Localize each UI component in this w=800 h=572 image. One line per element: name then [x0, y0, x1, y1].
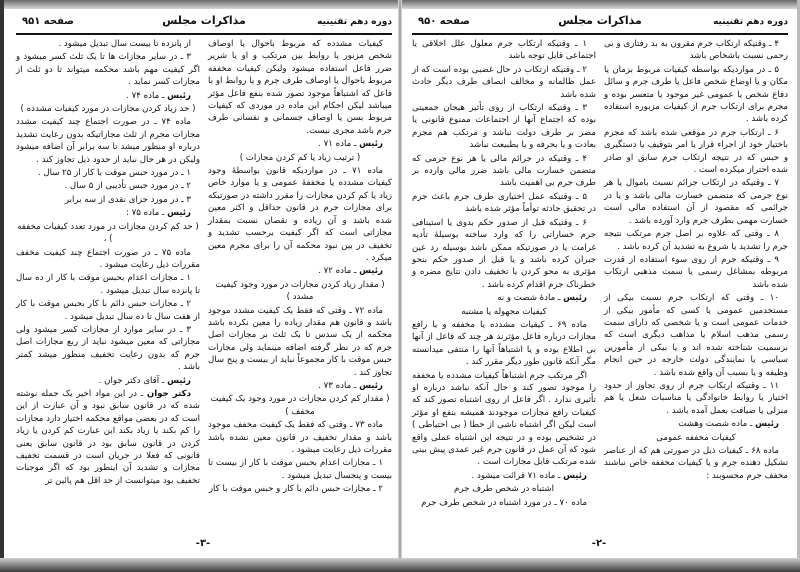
- paragraph: [412, 319, 596, 369]
- speaker-name: رئیس: [167, 90, 191, 101]
- paragraph-text: ۱ ـ وقتیکه ارتکاب جرم معلول علل اخلاقی یا اجتماعی قابل توجه باشد: [412, 39, 596, 62]
- paragraph-text: ۸ ـ وقتی که علاوه بر اصل جرم مرتکب نتیجه جرم را تشدید یا شروع به تشدید آن کرده باشد .: [604, 229, 788, 252]
- paragraph-text: ۱۱ ـ وقتیکه ارتکاب جرم از روی تجاوز از حدود اختیار یا روابط خانوادگی یا مناسبات شغل یا هم منزلی یا ضیافت بعمل آمده باشد .: [604, 380, 788, 416]
- publication-title: مذاکرات مجلس: [162, 14, 246, 27]
- paragraph-text: ۵ ـ در مواردیکه بواسطه کیفیات مربوط بزمان یا مکان و یا اوضاع شخص فاعل یا طرف جرم و سائل دفاع شخص یا عمومی غیر موجود یا متعسر بوده و مجرم برای ارتکاب جرم از کیفیات مزبوره استفاده کرده باشد .: [604, 64, 788, 125]
- paragraph-text: ـ مادهٔ شصت و نه: [497, 293, 564, 304]
- page-number: صفحه ۹۵۱: [22, 16, 74, 27]
- paragraph-text: ـ ماده ۷۱ قرائت میشود .: [471, 470, 564, 481]
- section-heading: [412, 306, 596, 318]
- paragraph-text: ۶ ـ ارتکاب جرم در موقعی شده باشد که مجرم باختیار خود از اجراء قرار یا امر بتوقیف یا دستگیری و حبس که در نتیجه ارتکاب جرم سابق او صادر شده احتراز میکرده است .: [604, 127, 788, 176]
- page-951: [6, 0, 400, 560]
- paragraph: [604, 177, 788, 227]
- paragraph: [208, 38, 392, 137]
- paragraph: [604, 64, 788, 126]
- paragraph-text: ۱ ـ مجازات اعدام بحبس موقت با کار از بیست تا بیست و پنجسال تبدیل میشود .: [208, 458, 392, 481]
- speaker-name: رئیس: [563, 470, 587, 481]
- publication-title: مذاکرات مجلس: [558, 14, 642, 27]
- section-heading: [208, 393, 392, 418]
- paragraph: [412, 497, 596, 509]
- paragraph-text: ـ ماده ۷۵ :: [126, 208, 168, 219]
- paragraph: [604, 228, 788, 253]
- paragraph-text: کیفیات مشدده که مربوط باحوال یا اوصاف شخص مزبور یا روابط بین مرتکب و او یا شریر ضرر فاعل استفاده میشود ولیکن کیفیات مخففه مربوط باحوال یا اوصاف طرف جرم و یا روابط او با فاعل که اشتباهاً موجود تصور شده بنفع فاعل مؤثر میباشد لیکن احکام این ماده در موردی که کیفیات مربوط بسن یا اوصاف جسمانی و نفسانی طرف جرم باشد مجری نیست.: [208, 39, 392, 136]
- header-rule: [16, 33, 392, 35]
- paragraph-text: ـ ماده شصت وهشت: [678, 419, 756, 430]
- paragraph: [16, 298, 200, 323]
- paragraph-text: ۳ ـ در سایر موارد از مجازات کسر میشود ولی مجازاتی که معین میشود نباید از ربع مجازات اصل جرم که بدون رعایت تخفیف منظور میشد کمتر باشد .: [16, 324, 200, 373]
- paragraph-text: ۴ ـ وقتیکه ارتکاب جرم مقرون به بد رفتاری و بی رحمی نسبت باشخاص باشد: [604, 39, 788, 62]
- speaker-name: رئیس: [359, 139, 383, 150]
- paragraph-text: ـ در این مواد اخیر یک جمله نوشته شده که در قانون سابق نبود و آن عبارت از این است که در بعضی مواقع محکمه اختیار دارد مجازات را کم بکند یا زیاد بکند این عبارت کم کردن یا زیاد کردن در قانون سابق بود در قانون سابق یعنی قانونی که فعلا در جریان است در قسمت تخفیف مجازات و تشدید آن اینطور بود که اگر موجبات تخفیف بود میتوانست از حد اقل هم پائین تر: [16, 388, 200, 486]
- paragraph: [604, 380, 788, 417]
- speaker-line: [16, 375, 200, 387]
- page-footer-number: -۲-: [591, 538, 607, 549]
- paragraph: [412, 217, 596, 291]
- paragraph-text: ـ ماده ۷۲ .: [318, 266, 360, 277]
- section-heading: [16, 221, 200, 246]
- paragraph-text: ماده ۶۹ ـ کیفیات مشدده یا مخففه و یا رافع مجازات درباره فاعل مؤثرند هر چند که فاعل از آنها بی اطلاع بوده و یا اشتباهاً آنها را منتفی میدانسته مگر آنکه قانون طور دیگر مقرر کند .: [412, 319, 596, 368]
- paragraph: [16, 116, 200, 166]
- paragraph-text: کیفیات مجهوله یا مشتبه: [461, 306, 547, 317]
- paragraph-text: ۱ ـ مجازات اعدام بحبس موقت با کار از ده سال تا پانزده سال تبدیل میشود .: [16, 273, 200, 296]
- paragraph-text: ۱۰ ـ وقتی که ارتکاب جرم نسبت بیکی از مستخدمین عمومی یا کسی که مأمور بیکی از خدمات عمومی است و یا شخصی که دارای سمت رسمی مذهب اسلام یا مذاهب دیگری است که برسمیت شناخته شده اند و یا بیکی از مأمورین سیاسی یا نمایندگی دولت خارجه در حین انجام وظیفه و یا بسبب آن واقع شده باشد .: [604, 293, 788, 378]
- paragraph: [412, 38, 596, 63]
- section-heading: [16, 103, 200, 115]
- speaker-line: [412, 292, 596, 304]
- paragraph: [16, 247, 200, 272]
- paragraph-text: ۴ ـ وقتیکه در جرائم مالی یا هر نوع جرمی که متضمن خسارت مالی باشد ضرر مالی وارده بر طرف جرم بی اهمیت باشد: [412, 153, 596, 189]
- paragraph: [16, 194, 200, 206]
- paragraph: [412, 64, 596, 101]
- paragraph-text: ۳ ـ در سایر مجازات ها تا یک ثلث کسر میشود و اگر کیفیت مهم باشد محکمه میتواند تا دو ثلث از مجازات کسر نماید .: [16, 52, 200, 88]
- speaker-line: [16, 90, 200, 102]
- paragraph-text: ۶ ـ وقتیکه قبل از صدور حکم بدوی یا استینافی جرم خساراتی را که وارد ساخته بوسیلهٔ تأدیه غرامت یا در صورتیکه ممکن باشد بوسیله رد عین جبران کرده باشد و یا قبل از صدور حکم بنحو مؤثری به محو کردن یا تخفیف دادن نتایج مضره و خطرناک جرم اقدام کرده باشد .: [412, 217, 596, 290]
- paragraph-text: ماده ۷۵ ـ در صورت اجتماع چند کیفیت مخفف مقررات ذیل رعایت میشود .: [16, 247, 200, 270]
- paragraph: [412, 153, 596, 190]
- paragraph: [208, 305, 392, 379]
- section-heading: [208, 279, 392, 304]
- paragraph-text: کیفیات مخففه عمومی: [656, 432, 736, 443]
- paragraph: [604, 127, 788, 177]
- paragraph-text: ( مقدار کم کردن مجازات در مورد وجود یک کیفیت مخفف ): [210, 394, 390, 417]
- paragraph: [16, 167, 200, 179]
- paragraph: [604, 445, 788, 482]
- speaker-name: رئیس: [359, 380, 383, 391]
- paragraph-text: ۲ ـ وقتیکه ارتکاب در حال غضبی بوده است که از عمل ظالمانه و مخالف انصاف طرف دیگر حادث شده باشد: [412, 64, 596, 100]
- scan-edge-bottom: [0, 558, 800, 572]
- session-label: دوره دهم تقنینیه: [713, 17, 788, 27]
- speaker-line: [208, 380, 392, 392]
- paragraph-text: ـ ماده ۷۴ .: [126, 90, 168, 101]
- section-heading: [604, 432, 788, 444]
- paragraph-text: ۱ ـ در مورد حبس موقت با کار از ۲۵ سال .: [37, 168, 191, 179]
- paragraph-text: ـ ماده ۷۳ .: [318, 380, 360, 391]
- paragraph: [16, 324, 200, 374]
- paragraph-text: ( ترتیب زیاد یا کم کردن مجازات ): [239, 152, 361, 163]
- paragraph-text: ماده ۷۳ ـ وقتی که فقط یک کیفیت مخفف موجود باشد و مقدار تخفیف در قانون معین نشده باشد مقررات ذیل رعایت میشود .: [208, 420, 392, 455]
- speaker-name: رئیس: [755, 419, 779, 430]
- paragraph-text: ۵ ـ وقتیکه عمل اختیاری طرف جرم باعث جرم در تحقیق حادثه توأماً مؤثر شده باشد: [412, 191, 596, 215]
- paragraph: [412, 370, 596, 469]
- paragraph-text: ۹ ـ وقتیکه جرم از روی سوء استفاده از قدرت مربوطه بمشاغل رسمی یا سمت مذهبی ارتکاب شده باشد: [604, 254, 788, 290]
- paragraph-text: ۲ ـ مجازات حبس دائم با کار و حبس موقت با کار: [208, 484, 383, 495]
- speaker-name: رئیس: [167, 208, 191, 219]
- paragraph-text: ۷ ـ وقتیکه در ارتکاب جرائم نسبت باموال یا هر نوع جرمی که متضمن خسارت مالی باشد و یا در جرائمی که مقصود از آن استفاده مالی است خسارت مهمی بطرف جرم وارد آورده باشد .: [604, 178, 788, 226]
- paragraph-text: ( حد کم کردن مجازات در مورد تعدد کیفیات مخففه ) ،: [17, 221, 199, 245]
- paragraph-text: از پانزده تا بیست سال تبدیل میشود .: [58, 39, 191, 49]
- session-label: دوره دهم تقنینیه: [317, 17, 392, 27]
- paragraph: [16, 51, 200, 88]
- header-rule: [412, 33, 788, 35]
- speaker-line: [604, 418, 788, 430]
- section-heading: [412, 483, 596, 495]
- paragraph-text: ( حد زیاد کردن مجازات در مورد کیفیات مشدده ): [20, 104, 196, 115]
- paragraph: [208, 457, 392, 482]
- speaker-line: [208, 138, 392, 150]
- paragraph: [208, 419, 392, 456]
- paragraph-text: ( مقدار زیاد کردن مجازات در مورد وجود کیفیت مشدد ): [215, 279, 385, 303]
- speaker-line: [208, 265, 392, 277]
- speaker-line: [412, 470, 596, 482]
- paragraph-text: ـ ماده ۷۱ .: [318, 139, 360, 150]
- paragraph: [16, 180, 200, 192]
- paragraph-text: ماده ۷۴ ـ در صورت اجتماع چند کیفیت مشدد مجازات مجرم از ثلث مجازاتیکه بدون رعایت تشدید درباره او منظور میشد تا سه برابر آن اضافه میشود ولیکن در هر حال نباید از حدود ذیل تجاوز کند .: [16, 117, 200, 165]
- text-column-right: [604, 38, 788, 483]
- paragraph: [604, 292, 788, 379]
- paragraph-text: ۳ ـ وقتیکه ارتکاب از روی تأثیر هیجان جمعیتی بوده که اجتماع آنها از اجتماعات ممنوع قانونی یا مضر بر طرف دولت نباشد و مرتکب هم مجرم بعادت و یا بحرفه و یا بطبیعت نباشد: [412, 103, 596, 151]
- paragraph: [604, 254, 788, 291]
- text-column-left: [412, 38, 596, 510]
- paragraph: [16, 38, 200, 50]
- page-header: [16, 14, 392, 32]
- paragraph: [412, 102, 596, 152]
- page-number: صفحه ۹۵۰: [418, 16, 470, 27]
- text-column-left: [16, 38, 200, 488]
- paragraph-text: ـ آقای دکتر جوان .: [98, 375, 168, 386]
- paragraph: [208, 165, 392, 264]
- speaker-name: رئیس: [167, 375, 191, 386]
- paragraph: [16, 272, 200, 297]
- section-heading: [208, 152, 392, 164]
- page-footer-number: -۳-: [195, 538, 211, 549]
- speaker-name: رئیس: [359, 266, 383, 277]
- paragraph-text: ۲ ـ مجازات حبس دائم با کار بحبس موقت با کار از هفت سال تا ده سال تبدیل میشود .: [16, 299, 200, 322]
- paragraph-text: ۳ ـ در مورد جزای نقدی از سه برابر: [64, 194, 191, 205]
- paragraph: [604, 38, 788, 63]
- scan-edge-left: [0, 0, 4, 572]
- paragraph-text: ماده ۷۲ ـ وقتی که فقط یک کیفیت مشدد موجود باشد و قانون هم مقدار زیاده را معین نکرده باشد محکمه از یک سدس تا یک ثلث بر مجازات اصل جرم که در نظر گرفته اضافه مینماید ولی مجازات حبس موقت با کار مجموعاً نباید از بیست و پنج سال تجاوز کند .: [208, 305, 392, 378]
- paragraph-text: ماده ۶۸ ـ کیفیات ذیل در صورتی هم که از عناصر تشکیل دهنده جرم و یا کیفیات مخففه خاص نباشند مخفف جرم محسوبند :: [604, 446, 788, 481]
- speaker-line: [16, 207, 200, 219]
- paragraph: [208, 483, 392, 495]
- paragraph-text: اگر مرتکب جرم اشتباهاً کیفیات مشدده یا مخففه را موجود تصور کند و حال آنکه نباشد درباره او تأثیری ندارد . اگر فاعل از روی اشتباه تصور کند که کیفیات رافع مجازات موجودند همیشه بنفع او مؤثر است لیکن اگر اشتباه ناشی از خطا ( بی احتیاطی ) در تشخیص بوده و در نتیجه این اشتباه عملی واقع شود که آن عمل در قانون جرم غیر عمدی پیش بینی شده مرتکب قابل مجازات است .: [412, 370, 596, 468]
- speaker-name: دکتر جوان: [146, 388, 191, 399]
- speaker-line: [16, 388, 200, 487]
- page-header: [412, 14, 788, 32]
- paragraph-text: ماده ۷۱ ـ در مواردیکه قانون بواسطهٔ وجود کیفیات مشدده یا مخففهٔ عمومی و یا موارد خاص زیاد یا کم کردن مجازات را مقرر داشته در صورتیکه برای مجازات جرم در قانون حداقل و اکثر معین شده باشد و آن زیاده و نقصان نسبت بمقدار مجازاتی است که اگر کیفیت برحسب تشدید و تخفیف در بین نبود محکمه آن را برای مجرم معین میکرد .: [208, 166, 392, 263]
- paragraph-text: اشتباه در شخص طرف جرم: [454, 484, 554, 495]
- paragraph: [412, 191, 596, 216]
- paragraph-text: ۲ ـ در مورد حبس تأدیبی از ۵ سال .: [64, 181, 191, 192]
- speaker-name: رئیس: [563, 293, 587, 304]
- paragraph-text: ماده ۷۰ ـ در مورد اشتباه در شخص طرف جرم: [421, 497, 587, 508]
- text-column-right: [208, 38, 392, 497]
- page-950: [402, 0, 796, 560]
